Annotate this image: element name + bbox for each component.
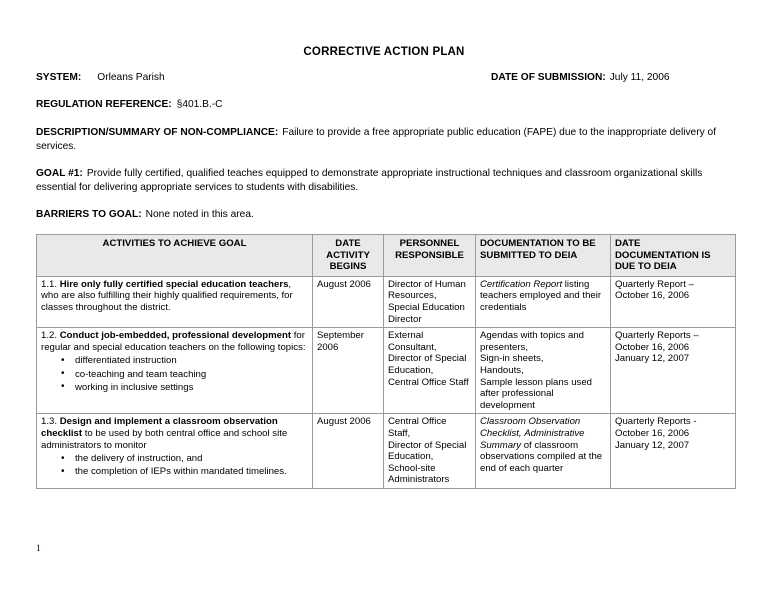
list-item: • the completion of IEPs within mandated timelines.: [75, 465, 308, 478]
activity-rest-1-1: , who are also fulfilling their highly qualified requirements, for classes throughout the district.: [41, 278, 293, 313]
system-field: [36, 71, 165, 85]
page-number: 1: [36, 544, 41, 554]
date-due-line: October 16, 2006: [615, 427, 690, 439]
personnel-line: Resources,: [388, 290, 437, 302]
barriers-label: BARRIERS TO GOAL:: [36, 209, 142, 220]
goal-row: [36, 167, 735, 194]
barriers-value: None noted in this area.: [145, 209, 254, 220]
column-header-date-due-line1: DATE: [615, 238, 641, 249]
activity-bold-1-2: Conduct job-embedded, professional development: [59, 330, 292, 342]
documentation-line: development: [480, 399, 535, 411]
documentation-line: Sign-in sheets,: [480, 353, 544, 365]
cell-personnel-1-1: [384, 276, 476, 327]
cell-activity-1-3: [37, 414, 313, 489]
cell-documentation-1-3: [476, 414, 611, 489]
table-header-row: [37, 235, 736, 277]
list-item: • co-teaching and team teaching: [75, 368, 308, 381]
documentation-line: Agendas with topics and: [480, 330, 584, 342]
table-row: [37, 414, 736, 489]
list-item: • the delivery of instruction, and: [75, 452, 308, 465]
personnel-line: Director of Human: [388, 278, 466, 290]
activity-rest-1-3: to be used by both central office and school site administrators to monitor: [41, 427, 288, 451]
column-header-personnel-line1: PERSONNEL: [399, 238, 460, 249]
column-header-date-begins-line2: ACTIVITY: [326, 249, 370, 261]
activity-rest-1-2: for regular and special education teachers on the following topics:: [41, 330, 306, 353]
regulation-reference-value: §401.B.-C: [176, 99, 223, 110]
submission-date-field: [491, 71, 670, 85]
personnel-line: Central Office Staff,: [388, 416, 447, 439]
date-due-line: Quarterly Reports –: [615, 330, 699, 342]
cell-date-due-1-2: [611, 328, 736, 414]
documentation-italic-1-3-b: Administrative Summary: [480, 427, 585, 451]
column-header-date-due-line2: DOCUMENTATION IS: [615, 249, 711, 261]
description-row: [36, 126, 735, 153]
column-header-personnel: [384, 235, 476, 277]
cell-personnel-1-2: [384, 328, 476, 414]
column-header-date-begins-line3: BEGINS: [329, 261, 367, 273]
goal-value: Provide fully certified, qualified teaches equipped to demonstrate appropriate instructional techniques and classroom organizational skills essential for delivering appropriate services to students with disabilities.: [36, 168, 703, 193]
personnel-line: Central Office Staff: [388, 376, 469, 388]
column-header-documentation-line1: DOCUMENTATION TO BE: [480, 238, 596, 249]
column-header-date-due: [611, 235, 736, 277]
documentation-italic-1-3-a: Classroom Observation Checklist,: [480, 416, 581, 439]
goal-label: GOAL #1:: [36, 168, 83, 179]
column-header-date-begins-line1: DATE: [335, 238, 361, 249]
activity-number-1-3: 1.3.: [41, 416, 58, 428]
activity-bullets-1-2: [41, 354, 308, 394]
documentation-line: presenters,: [480, 341, 528, 353]
table-row: [37, 328, 736, 414]
personnel-line: Consultant,: [388, 341, 437, 353]
personnel-line: Director of Special: [388, 439, 467, 451]
column-header-date-begins: [313, 235, 384, 277]
regulation-reference-label-text: REGULATION REFERENCE: [36, 99, 169, 110]
barriers-row: [36, 208, 735, 222]
documentation-italic-1-1: Certification Report: [480, 278, 563, 290]
column-header-documentation: [476, 235, 611, 277]
cell-documentation-1-1: [476, 276, 611, 327]
date-due-line: January 12, 2007: [615, 439, 690, 451]
corrective-action-table: [36, 234, 736, 489]
cell-activity-1-2: [37, 328, 313, 414]
documentation-line: Handouts,: [480, 364, 524, 376]
personnel-line: Director of Special: [388, 353, 467, 365]
table-row: [37, 276, 736, 327]
list-item: • differentiated instruction: [75, 354, 308, 367]
cell-activity-1-1: [37, 276, 313, 327]
list-item: • working in inclusive settings: [75, 381, 308, 394]
column-header-personnel-line2: RESPONSIBLE: [395, 249, 464, 261]
activity-number-1-1: 1.1.: [41, 278, 58, 290]
date-begins-line: 2006: [317, 341, 339, 353]
activity-bold-1-3: Design and implement a classroom observation checklist: [41, 416, 278, 439]
personnel-line: School-site: [388, 462, 436, 474]
date-begins-line: September: [317, 330, 364, 342]
cell-date-begins-1-2: [313, 328, 384, 414]
date-due-line: Quarterly Reports -: [615, 416, 697, 428]
date-due-line: October 16, 2006: [615, 290, 690, 302]
system-row: [36, 71, 735, 85]
description-label: DESCRIPTION/SUMMARY OF NON-COMPLIANCE:: [36, 127, 279, 138]
documentation-rest-1-1: listing teachers employed and their credentials: [480, 278, 602, 313]
system-label: SYSTEM:: [36, 72, 82, 83]
date-due-line: January 12, 2007: [615, 353, 690, 365]
date-due-line: October 16, 2006: [615, 341, 690, 353]
documentation-line: Sample lesson plans used: [480, 376, 592, 388]
regulation-reference-label: REGULATION REFERENCE:: [36, 99, 172, 110]
date-due-line: Quarterly Report –: [615, 278, 694, 290]
column-header-date-due-line3: DUE TO DEIA: [615, 261, 677, 273]
system-value: Orleans Parish: [97, 72, 165, 83]
cell-date-due-1-3: [611, 414, 736, 489]
personnel-line: Education,: [388, 364, 434, 376]
activity-number-1-2: 1.2.: [41, 330, 58, 342]
cell-date-begins-1-1: August 2006: [313, 276, 384, 327]
regulation-reference-row: [36, 98, 735, 112]
cell-date-due-1-1: [611, 276, 736, 327]
personnel-line: Education,: [388, 451, 434, 463]
activity-bold-1-1: Hire only fully certified special education teachers: [59, 278, 289, 290]
documentation-line: after professional: [480, 388, 554, 400]
submission-date-value: July 11, 2006: [609, 72, 670, 83]
personnel-line: Administrators: [388, 474, 450, 486]
documentation-rest-1-3: of classroom observations compiled at the end of each quarter: [480, 439, 603, 474]
column-header-documentation-line2: SUBMITTED TO DEIA: [480, 249, 578, 261]
cell-personnel-1-3: [384, 414, 476, 489]
cell-date-begins-1-3: August 2006: [313, 414, 384, 489]
personnel-line: External: [388, 330, 424, 342]
activity-bullets-1-3: [41, 452, 308, 478]
personnel-line: Special Education: [388, 301, 465, 313]
description-value: Failure to provide a free appropriate public education (FAPE) due to the inappropriate delivery of services.: [36, 127, 717, 152]
cell-documentation-1-2: [476, 328, 611, 414]
page-title: CORRECTIVE ACTION PLAN: [303, 46, 465, 58]
submission-date-label: DATE OF SUBMISSION:: [491, 72, 606, 83]
personnel-line: Director: [388, 313, 422, 325]
column-header-activities: ACTIVITIES TO ACHIEVE GOAL: [37, 235, 313, 277]
